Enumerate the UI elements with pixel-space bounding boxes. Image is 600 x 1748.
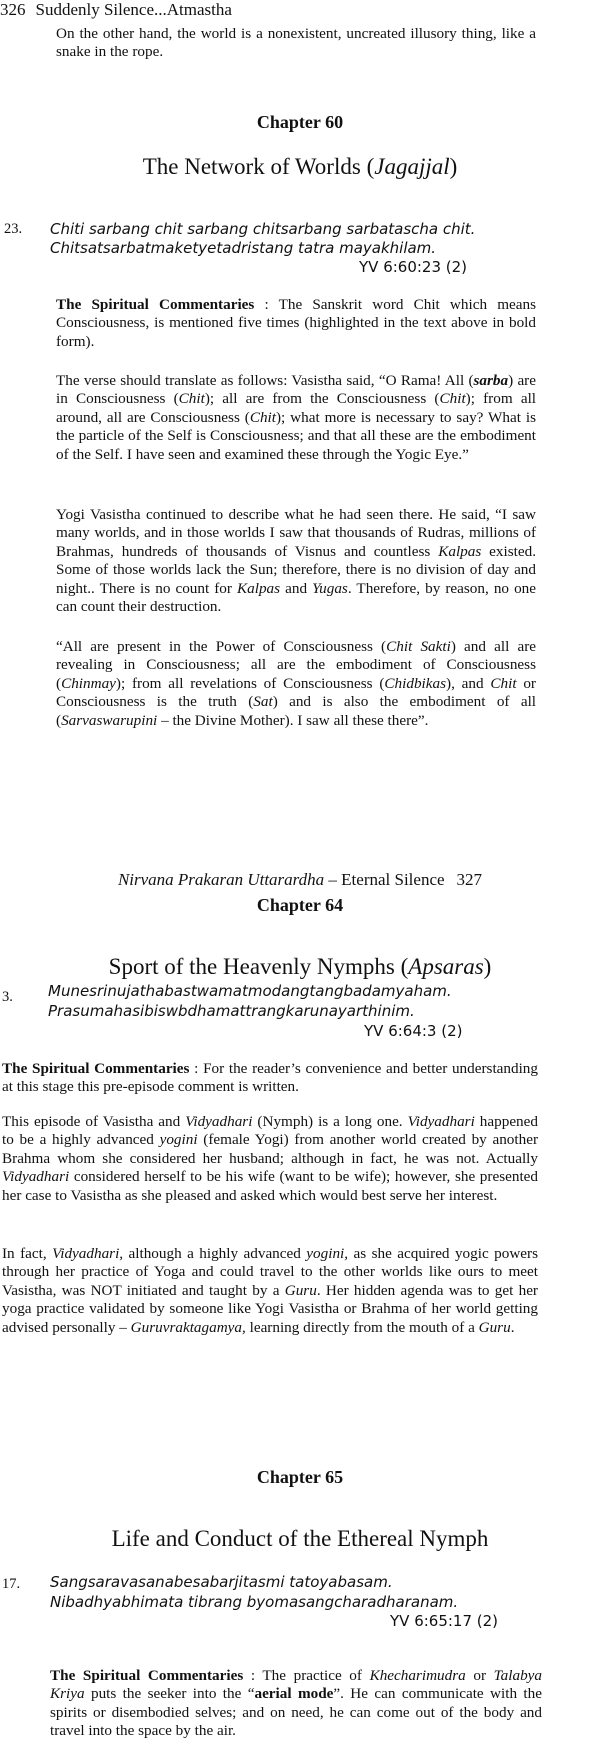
translation-paragraph: [56, 372, 536, 464]
text-run: ”. He can communicate with the spirits or disembodied selves; and on need, he can come out of the body and travel into the space by the air.: [50, 1685, 542, 1740]
text-run: .: [510, 1318, 515, 1336]
footer-page-number: 327: [456, 870, 483, 889]
verse-3-number: 3.: [2, 989, 13, 1005]
term-sat: Sat: [253, 693, 273, 711]
consciousness-paragraph: [56, 638, 536, 730]
text-run: ); from all around, all are Consciousness (: [56, 390, 537, 426]
chapter-65-title: Life and Conduct of the Ethereal Nymph: [111, 1526, 489, 1551]
verse-23-line-1: Chiti sarbang chit sarbang chitsarbang sarbatascha chit.: [50, 220, 476, 238]
running-footer: [0, 870, 600, 890]
verse-17-reference: YV 6:65:17 (2): [390, 1612, 499, 1630]
verse-3-line-2: Prasumahasibiswbdhamattrangkarunayarthinim.: [48, 1002, 415, 1020]
commentary-65-paragraph: [50, 1667, 542, 1741]
chapter-60-title-text: The Network of Worlds: [142, 154, 361, 179]
term-guru: Guru: [284, 1281, 317, 1299]
text-run: . Therefore, by reason, no one can count their destruction.: [56, 579, 537, 616]
term-sarba: sarba: [473, 372, 509, 389]
chapter-65-label: Chapter 65: [256, 1467, 344, 1487]
commentary-64-label: The Spiritual Commentaries: [2, 1060, 190, 1077]
term-chit: Chit: [178, 390, 205, 408]
chapter-60-label: Chapter 60: [256, 112, 344, 132]
verse-3-line-1: Munesrinujathabastwamatmodangtangbadamyaham.: [48, 982, 452, 1000]
term-chit: Chit: [490, 674, 517, 692]
commentary-64-paragraph: [2, 1060, 538, 1097]
text-run: ) and is also the embodiment of all (: [56, 693, 537, 729]
term-yugas: Yugas: [312, 579, 348, 597]
commentary-text: : The Sanskrit word Chit which means Consciousness, is mentioned five times (highlighted in the text above in bold form).: [56, 296, 536, 350]
verse-3-reference: YV 6:64:3 (2): [364, 1022, 463, 1040]
verse-23-number: 23.: [4, 221, 23, 237]
running-header: [0, 0, 232, 20]
footer-book-part: Nirvana Prakaran Uttarardha: [117, 870, 325, 889]
term-aerial-mode: aerial mode: [254, 1685, 334, 1703]
text-run: – the Divine Mother). I saw all these there”.: [157, 711, 429, 729]
text-run: although a highly advanced: [123, 1245, 307, 1262]
text-run: : The practice of: [243, 1667, 370, 1684]
term-kalpas: Kalpas: [438, 542, 482, 560]
verse-23-line-2: Chitsatsarbatmaketyetadristang tatra mayakhilam.: [50, 239, 437, 257]
header-book-title: Suddenly Silence...Atmastha: [35, 0, 232, 19]
chapter-64-label: Chapter 64: [256, 895, 344, 915]
term-chit: Chit: [439, 390, 466, 408]
footer-section: – Eternal Silence: [328, 870, 445, 889]
verse-17-number: 17.: [2, 1576, 21, 1592]
term-chit: Chit: [249, 408, 276, 426]
term-guru: Guru: [478, 1318, 511, 1336]
term-vidyadhari: Vidyadhari: [2, 1168, 70, 1186]
header-page-number: 326: [0, 0, 26, 19]
text-run: In fact,: [2, 1245, 53, 1262]
hidden-agenda-paragraph: [2, 1245, 538, 1337]
text-run: or: [465, 1667, 494, 1684]
chapter-60-title: The Network of Worlds (Jagajjal): [142, 154, 458, 179]
term-chinmay: Chinmay: [61, 674, 116, 692]
chapter-64-title-text: Sport of the Heavenly Nymphs: [108, 954, 395, 979]
verse-23-reference: YV 6:60:23 (2): [359, 258, 468, 276]
text-run: “All are present in the Power of Consciousness (: [56, 638, 387, 655]
text-run: or Consciousness is the truth (: [56, 674, 536, 711]
text-run: considered herself to be his wife (want to be wife); however, she presented her case to Vasistha as she pleased and asked which would best serve her interest.: [2, 1168, 538, 1204]
text-run: The verse should translate as follows: Vasistha said, “O Rama! All (: [56, 372, 474, 389]
term-vidyadhari: Vidyadhari,: [52, 1245, 124, 1262]
text-run: (Nymph) is a long one.: [252, 1113, 408, 1130]
intro-paragraph: On the other hand, the world is a nonexistent, uncreated illusory thing, like a snake in the rope.: [56, 25, 536, 61]
commentary-label: The Spiritual Commentaries: [56, 296, 255, 313]
verse-17-line-2: Nibadhyabhimata tibrang byomasangcharadharanam.: [50, 1593, 459, 1611]
page-326: [0, 0, 600, 870]
vidyadhari-paragraph: [2, 1113, 538, 1205]
term-sarvaswarupini: Sarvaswarupini: [61, 711, 158, 729]
commentary-paragraph: [56, 296, 536, 351]
commentary-65-label: The Spiritual Commentaries: [50, 1667, 244, 1684]
text-run: ) are in Consciousness (: [56, 372, 536, 408]
text-run: ); from all revelations of Consciousness (: [115, 674, 385, 692]
term-vidyadhari: Vidyadhari: [407, 1113, 475, 1130]
term-talabya-kriya: Talabya Kriya: [50, 1667, 543, 1703]
text-run: ) and all are revealing in Consciousness; all are the embodiment of Consciousness (: [56, 638, 536, 692]
text-run: ); what more is necessary to say? What is the particle of the Self is Consciousness; and that all these are the embodiment of the Self. I have seen and examined these through the Yogic Eye.”: [56, 408, 536, 463]
term-yogini: yogini,: [306, 1245, 349, 1262]
text-run: and: [280, 579, 313, 597]
text-run: ); all are from the Consciousness (: [204, 390, 440, 408]
text-run: (female Yogi) from another world created by another Brahma whom she considered her husband; although in fact, he was not. Actually: [2, 1131, 539, 1167]
chapter-64-title-term: Apsaras: [408, 954, 484, 979]
term-vidyadhari: Vidyadhari: [185, 1113, 253, 1130]
text-run: . Her hidden agenda was to get her yoga practice validated by someone like Yogi Vasistha or Brahma of her world getting advised personally –: [2, 1281, 538, 1336]
verse-17-line-1: Sangsaravasanabesabarjitasmi tatoyabasam.: [50, 1573, 393, 1591]
page-327: [0, 870, 600, 1748]
term-yogini: yogini: [159, 1131, 198, 1149]
text-run: puts the seeker into the “: [84, 1685, 255, 1703]
text-run: This episode of Vasistha and: [2, 1113, 186, 1130]
chapter-60-title-term: Jagajjal: [374, 154, 450, 179]
text-run: Yogi Vasistha continued to describe what he had seen there. He said, “I saw many worlds, and in those worlds I saw that thousands of Rudras, millions of Brahmas, hundreds of thousands of Visnus and countless: [56, 506, 536, 560]
term-khecharimudra: Khecharimudra: [369, 1667, 466, 1684]
term-chidbikas: Chidbikas: [384, 674, 447, 692]
text-run: happened to be a highly advanced: [2, 1113, 538, 1149]
term-chit-sakti: Chit Sakti: [386, 638, 451, 655]
term-guruvraktagamya: Guruvraktagamya: [130, 1318, 243, 1336]
text-run: existed. Some of those worlds lack the Sun; therefore, there is no division of day and night.. There is no count for: [56, 542, 536, 597]
chapter-64-title: Sport of the Heavenly Nymphs (Apsaras): [108, 954, 492, 979]
text-run: as she acquired yogic powers through her practice of Yoga and could travel to the other worlds like ours to meet Vasistha, was NOT initiated and taught by a: [2, 1245, 538, 1299]
term-kalpas: Kalpas: [237, 579, 281, 597]
commentary-64-text: : For the reader’s convenience and better understanding at this stage this pre-episode comment is written.: [2, 1060, 538, 1096]
text-run: ), and: [446, 674, 491, 692]
worlds-paragraph: [56, 506, 536, 616]
text-run: , learning directly from the mouth of a: [242, 1318, 479, 1336]
